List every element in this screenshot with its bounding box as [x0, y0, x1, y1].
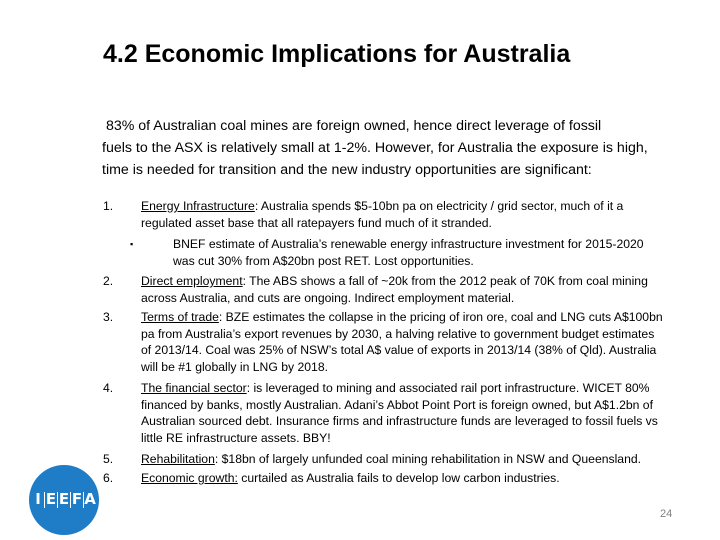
item-line: will be #1 globally in LNG by 2018.: [141, 359, 328, 374]
sub-bullet-line: was cut 30% from A$20bn post RET. Lost opportunities.: [173, 253, 474, 268]
item-text: [141, 198, 686, 231]
item-text: [141, 470, 686, 487]
intro-line: fuels to the ASX is relatively small at 1-2%. However, for Australia the exposure is high,: [102, 140, 648, 156]
item-heading: Economic growth:: [141, 471, 238, 485]
item-first-line: : $18bn of largely unfunded coal mining rehabilitation in NSW and Queensland.: [214, 452, 642, 466]
item-text: [141, 309, 686, 375]
logo-letter-a-wrap: [87, 489, 101, 513]
item-number: 4.: [103, 381, 114, 395]
item-first-line: curtailed as Australia fails to develop low carbon industries.: [237, 471, 560, 485]
logo-letter: A: [84, 490, 96, 508]
item-line: across Australia, and cuts are ongoing. Indirect employment material.: [141, 290, 515, 305]
item-line: regulated asset base that all ratepayers fund much of it stranded.: [141, 215, 492, 230]
intro-line: 83% of Australian coal mines are foreign owned, hence direct leverage of fossil: [102, 118, 602, 134]
item-number: 1.: [103, 199, 114, 213]
item-heading: Direct employment: [141, 274, 243, 288]
item-number: 5.: [103, 452, 114, 466]
intro-line: time is needed for transition and the new industry opportunities are significant:: [102, 162, 592, 178]
item-text: [141, 451, 686, 468]
item-line: little RE infrastructure assets. BBY!: [141, 430, 331, 445]
item-first-line: : The ABS shows a fall of ~20k from the 2012 peak of 70K from coal mining: [242, 274, 648, 288]
item-text: [141, 273, 686, 306]
item-line: pa from Australia’s export revenues by 2030, a halving relative to government budget estimates: [141, 326, 655, 341]
item-number: 3.: [103, 310, 114, 324]
logo-letter: I: [35, 490, 41, 508]
intro-paragraph: [102, 115, 682, 181]
item-heading: The financial sector: [141, 381, 247, 395]
item-text: [141, 380, 686, 446]
item-number: 6.: [103, 471, 114, 485]
item-line: financed by banks, mostly Australian. Adani’s Abbot Point Port is foreign owned, but A$1.2bn of: [141, 397, 653, 412]
logo-letter: E: [45, 490, 57, 508]
slide-title: 4.2 Economic Implications for Australia: [103, 40, 571, 68]
item-heading: Rehabilitation: [141, 452, 215, 466]
item-number: 2.: [103, 274, 114, 288]
item-line: Australian sourced debt. Insurance firms and infrastructure funds are leveraged to fossil fuels vs: [141, 414, 658, 428]
sub-bullet-text: [173, 236, 693, 269]
logo-letter: E: [58, 490, 70, 508]
logo-letter: F: [71, 490, 83, 508]
square-bullet-icon: ▪: [130, 239, 134, 249]
item-heading: Energy Infrastructure: [141, 199, 255, 213]
item-heading: Terms of trade: [141, 310, 219, 324]
page-number: 24: [660, 508, 673, 520]
item-first-line: : BZE estimates the collapse in the pricing of iron ore, coal and LNG cuts A$100bn: [218, 310, 663, 324]
sub-bullet-line: BNEF estimate of Australia’s renewable energy infrastructure investment for 2015-2020: [173, 237, 644, 251]
item-first-line: : is leveraged to mining and associated rail port infrastructure. WICET 80%: [246, 381, 650, 395]
item-first-line: : Australia spends $5-10bn pa on electricity / grid sector, much of it a: [254, 199, 624, 213]
item-line: of 2013/14. Coal was 25% of NSW’s total A$ value of exports in 2013/14 (38% of Qld). Australia: [141, 343, 657, 357]
